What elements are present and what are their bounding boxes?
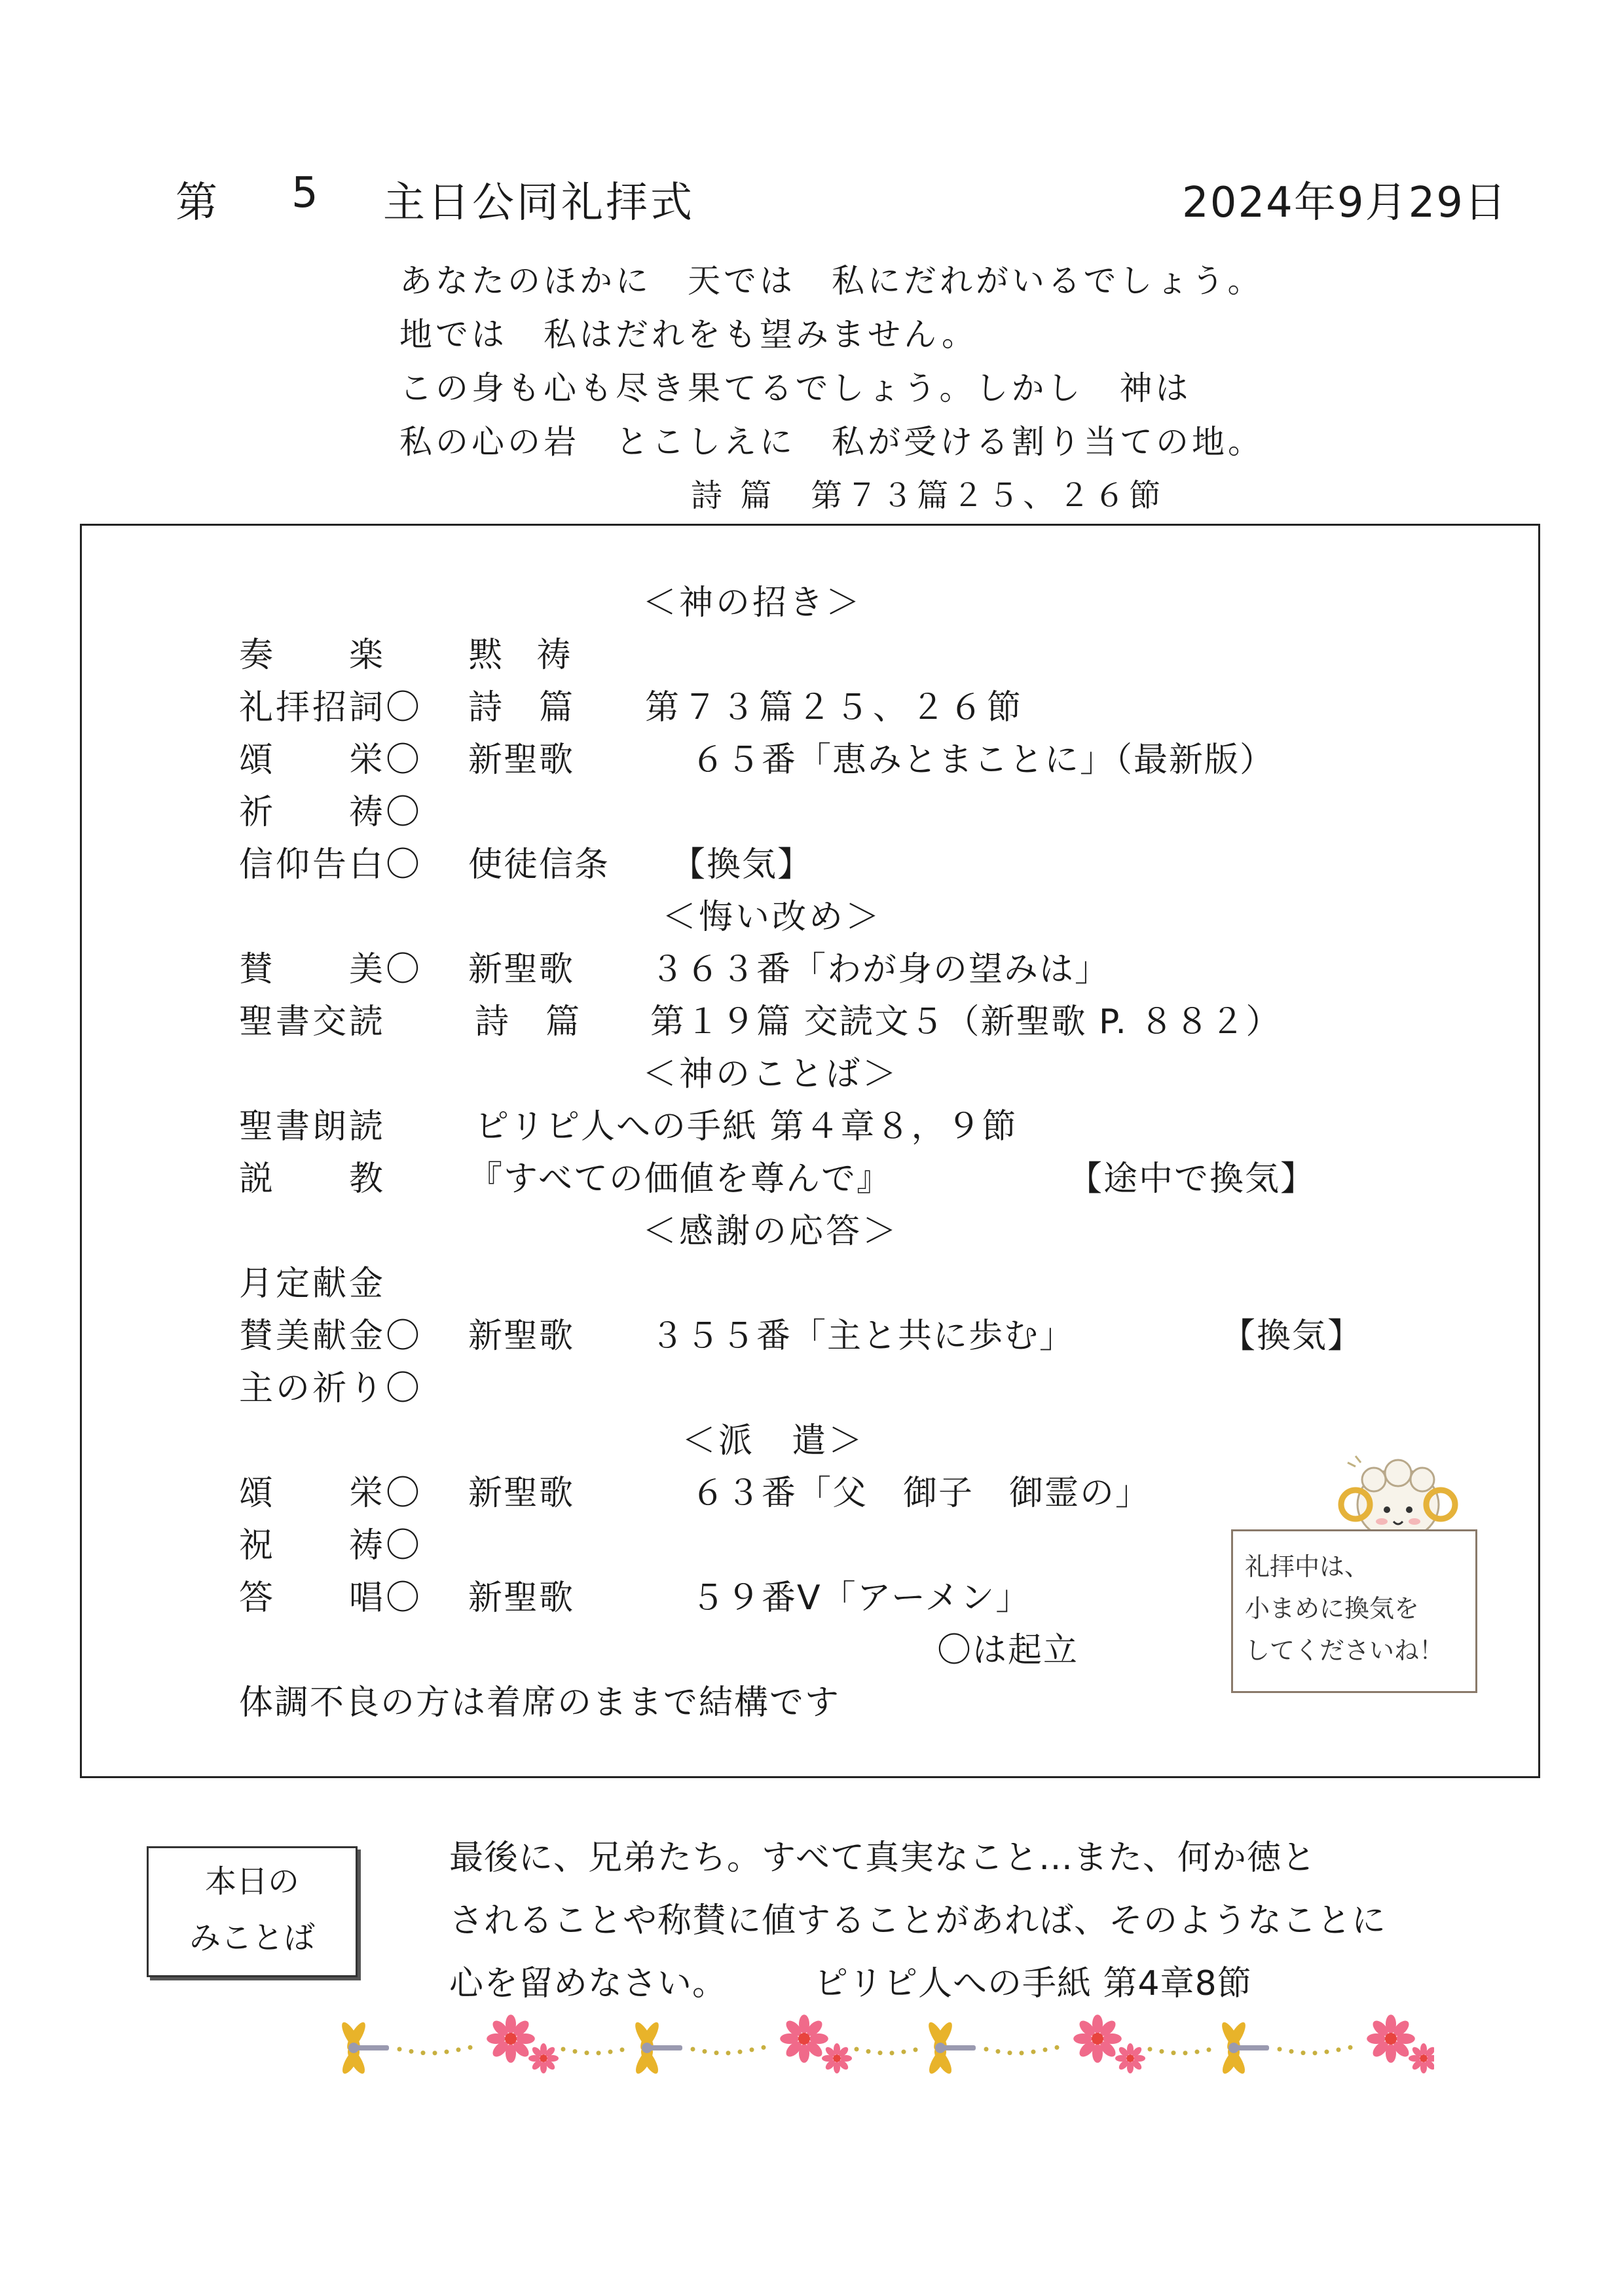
dot-decoration (913, 2047, 918, 2052)
dot-decoration (573, 2049, 578, 2054)
flower-icon (487, 2014, 535, 2063)
dot-decoration (996, 2049, 1001, 2054)
item-book: 新聖歌 (468, 950, 575, 989)
item-label: 主の祈り〇 (239, 1369, 423, 1408)
verse-line: この身も心も尽き果てるでしょう。しかし 神は (399, 369, 1192, 407)
item-book: 新聖歌 (468, 1317, 575, 1356)
dot-decoration (468, 2045, 473, 2050)
dragonfly-icon (925, 2020, 976, 2076)
health-note: 体調不良の方は着席のままで結構です (239, 1683, 841, 1722)
item-label: 月定献金 (239, 1264, 386, 1303)
item-detail: ３６３番「わが身の望みは」 (650, 950, 1111, 989)
dot-decoration (1348, 2045, 1353, 2050)
item-book: 新聖歌 (468, 1474, 575, 1513)
dot-decoration (1278, 2047, 1282, 2052)
item-label: 聖書交読 (239, 1002, 386, 1042)
dot-decoration (1008, 2050, 1012, 2055)
dragonfly-icon (339, 2020, 389, 2076)
todays-word-label (147, 1846, 358, 1977)
item-label: 頌 栄〇 (239, 740, 423, 780)
dot-decoration (445, 2050, 449, 2054)
service-date: 2024年9月29日 (1182, 179, 1508, 227)
decorative-border (321, 2011, 1434, 2083)
dot-decoration (561, 2047, 566, 2052)
item-label: 賛美献金〇 (239, 1317, 423, 1356)
item-label: 祝 祷〇 (239, 1526, 423, 1565)
dot-decoration (1195, 2050, 1200, 2054)
dot-decoration (397, 2047, 402, 2052)
dot-decoration (433, 2050, 437, 2055)
item-label: 信仰告白〇 (239, 845, 423, 884)
dragonfly-icon (1219, 2020, 1269, 2076)
section-repentance: ＜悔い改め＞ (662, 898, 883, 937)
item-detail: 第１９篇 交読文５（新聖歌 P. ８８２） (650, 1002, 1282, 1042)
dot-decoration (1160, 2049, 1164, 2054)
flower-icon (1115, 2043, 1145, 2073)
dragonfly-icon (632, 2020, 682, 2076)
section-sending: ＜派 遣＞ (682, 1421, 866, 1461)
dot-decoration (456, 2047, 461, 2052)
item-label: 説 教 (239, 1159, 386, 1199)
standing-note: 〇は起立 (937, 1631, 1079, 1670)
dot-decoration (1020, 2050, 1024, 2055)
ventilation-note: 【換気】 (671, 845, 813, 884)
verse-reference: 詩 篇 第７３篇２５、２６節 (691, 477, 1165, 514)
item-book: 詩 篇 (475, 1002, 581, 1042)
dot-decoration (1043, 2047, 1048, 2052)
item-content: 黙 祷 (468, 636, 583, 675)
flower-icon (1073, 2014, 1122, 2063)
dot-decoration (597, 2050, 601, 2055)
item-book: 詩 篇 (468, 688, 575, 727)
item-label: 答 唱〇 (239, 1578, 423, 1618)
todays-word-line: 最後に、兄弟たち。すべて真実なこと…また、何か徳と (449, 1838, 1316, 1878)
item-detail: ５９番Ⅴ「アーメン」 (691, 1578, 1031, 1618)
todays-word-label-line: みことば (189, 1920, 315, 1956)
item-detail: ３５５番「主と共に歩む」 (650, 1317, 1075, 1356)
item-label: 奏 楽 (239, 636, 386, 675)
dot-decoration (866, 2049, 871, 2054)
ventilation-note: 【換気】 (1221, 1317, 1363, 1356)
item-label: 賛 美〇 (239, 950, 423, 989)
flower-icon (1409, 2043, 1434, 2073)
item-label: 頌 栄〇 (239, 1474, 423, 1513)
sermon-title: 『すべての価値を尊んで』 (468, 1159, 892, 1199)
page-title: 主日公同礼拝式 (383, 179, 695, 227)
dot-decoration (1148, 2047, 1153, 2052)
item-detail: ６３番「父 御子 御霊の」 (691, 1474, 1151, 1513)
dot-decoration (714, 2050, 719, 2055)
opening-verse (399, 254, 1264, 469)
dot-decoration (1055, 2045, 1060, 2050)
dot-decoration (878, 2050, 883, 2055)
dot-decoration (620, 2047, 625, 2052)
dot-decoration (984, 2047, 989, 2052)
flower-icon (780, 2014, 828, 2063)
item-detail: 第７３篇２５、２６節 (645, 688, 1025, 727)
item-label: 祈 祷〇 (239, 793, 423, 832)
item-label: 聖書朗読 (239, 1107, 386, 1146)
reminder-line: 小まめに換気を (1245, 1594, 1420, 1623)
dot-decoration (1207, 2047, 1211, 2052)
flower-icon (1367, 2014, 1415, 2063)
service-number-label: 第 (175, 179, 219, 227)
dot-decoration (1183, 2050, 1188, 2055)
dot-decoration (691, 2047, 695, 2052)
item-book: 使徒信条 (468, 845, 610, 884)
dot-decoration (409, 2049, 414, 2054)
dot-decoration (585, 2050, 589, 2055)
item-label: 礼拝招詞〇 (239, 688, 423, 727)
dot-decoration (1337, 2047, 1341, 2052)
item-detail: ピリピ人への手紙 第４章８，９節 (475, 1107, 1018, 1146)
reminder-line: 礼拝中は、 (1245, 1552, 1370, 1581)
todays-word-text (449, 1827, 1386, 2015)
dot-decoration (855, 2047, 859, 2052)
dot-decoration (1031, 2050, 1036, 2054)
ventilation-note: 【途中で換気】 (1068, 1159, 1316, 1199)
dot-decoration (608, 2050, 613, 2054)
item-detail: ６５番「恵みとまことに」（最新版） (691, 740, 1276, 780)
dot-decoration (1301, 2050, 1306, 2055)
dot-decoration (890, 2050, 895, 2055)
verse-line: 地では 私はだれをも望みません。 (399, 316, 978, 354)
todays-word-line: されることや称賛に値することがあれば、そのようなことに (449, 1901, 1387, 1941)
section-word: ＜神のことば＞ (642, 1055, 900, 1094)
verse-line: 私の心の岩 とこしえに 私が受ける割り当ての地。 (399, 423, 1264, 461)
dot-decoration (1313, 2050, 1318, 2055)
dot-decoration (421, 2050, 426, 2055)
item-book: 新聖歌 (468, 1578, 575, 1618)
reminder-line: してくださいね！ (1245, 1636, 1445, 1665)
flower-icon (822, 2043, 852, 2073)
dot-decoration (703, 2049, 707, 2054)
todays-word-line: 心を留めなさい。 ピリピ人への手紙 第4章8節 (449, 1964, 1252, 2003)
verse-line: あなたのほかに 天では 私にだれがいるでしょう。 (399, 262, 1264, 300)
service-number: 5 (291, 169, 320, 217)
dot-decoration (1325, 2050, 1329, 2054)
dot-decoration (750, 2047, 754, 2052)
item-book: 新聖歌 (468, 740, 575, 780)
section-call: ＜神の招き＞ (642, 583, 863, 623)
ventilation-reminder-card (1231, 1529, 1477, 1693)
todays-word-label-line: 本日の (204, 1863, 299, 1900)
dot-decoration (1172, 2050, 1176, 2055)
section-thanks: ＜感謝の応答＞ (642, 1212, 900, 1251)
dot-decoration (762, 2045, 766, 2050)
dot-decoration (1289, 2049, 1294, 2054)
flower-icon (528, 2043, 559, 2073)
dot-decoration (902, 2050, 906, 2054)
dot-decoration (726, 2050, 731, 2055)
dot-decoration (738, 2050, 743, 2054)
